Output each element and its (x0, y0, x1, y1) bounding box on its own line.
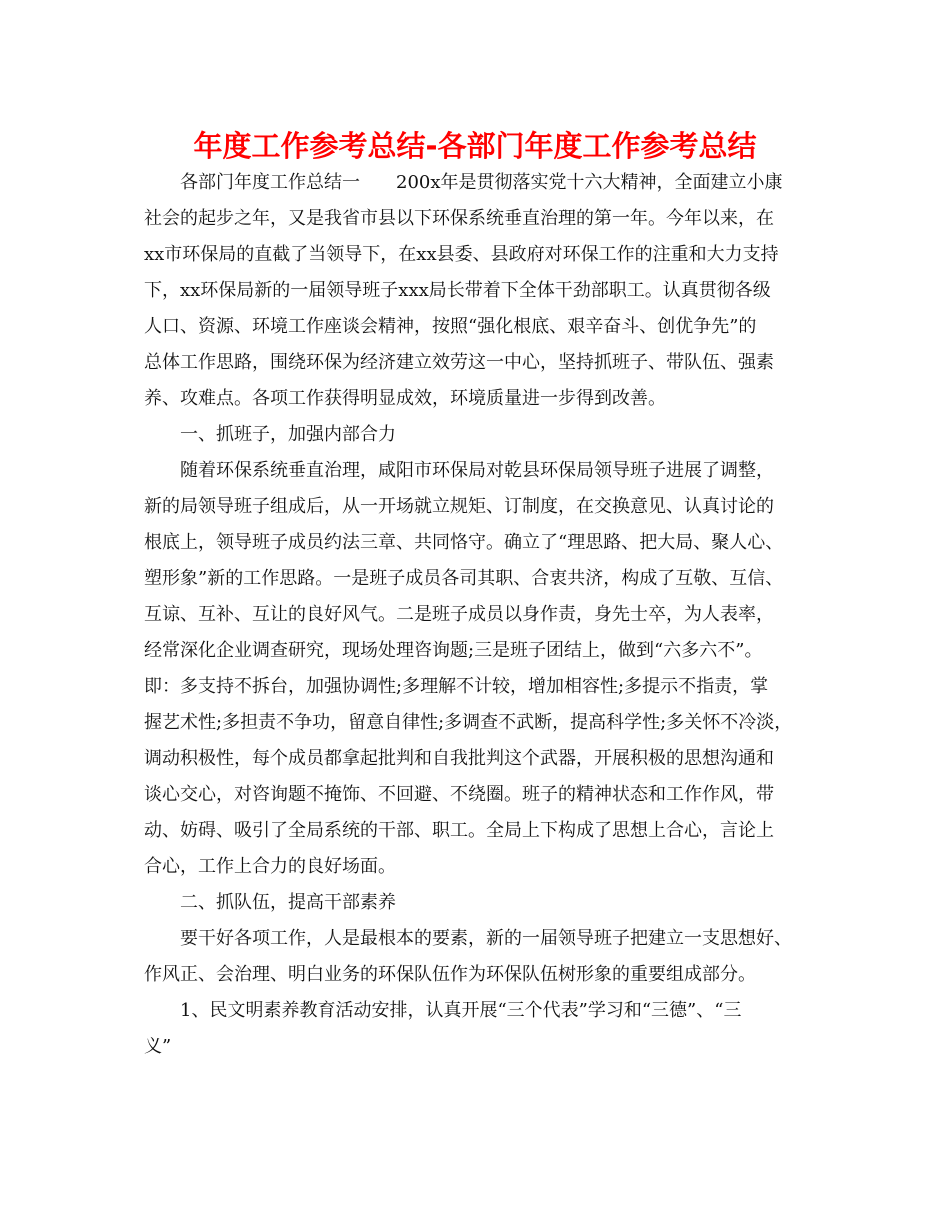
body-line: 经常深化企业调查研究，现场处理咨询题;三是班子团结上，做到“六多六不”。 (144, 640, 763, 661)
body-line: 各部门年度工作总结一 200x年是贯彻落实党十六大精神，全面建立小康 (144, 172, 783, 193)
body-line: 握艺术性;多担责不争功，留意自律性;多调查不武断，提高科学性;多关怀不冷淡， (144, 712, 793, 733)
body-line: 下，xx环保局新的一届领导班子xxx局长带着下全体干劲部职工。认真贯彻各级 (144, 280, 771, 301)
body-line: 塑形象”新的工作思路。一是班子成员各司其职、合衷共济，构成了互敬、互信、 (144, 568, 784, 589)
body-line: 新的局领导班子组成后，从一开场就立规矩、订制度，在交换意见、认真讨论的 (144, 496, 774, 517)
body-line: 即：多支持不拆台，加强协调性;多理解不计较，增加相容性;多提示不指责，掌 (144, 676, 769, 697)
body-line: 互谅、互补、互让的良好风气。二是班子成员以身作责，身先士卒，为人表率， (144, 604, 774, 625)
section-heading: 二、抓队伍，提高干部素养 (144, 892, 396, 913)
body-line: 动、妨碍、吸引了全局系统的干部、职工。全局上下构成了思想上合心，言论上 (144, 820, 774, 841)
body-line: 要干好各项工作，人是最根本的要素，新的一届领导班子把建立一支思想好、 (144, 928, 792, 949)
document-title: 年度工作参考总结-各部门年度工作参考总结 (193, 129, 757, 163)
body-line: xx市环保局的直截了当领导下，在xx县委、县政府对环保工作的注重和大力支持 (144, 244, 779, 265)
body-line: 人口、资源、环境工作座谈会精神，按照“强化根底、艰辛奋斗、创优争先”的 (144, 316, 757, 337)
body-line: 合心，工作上合力的良好场面。 (144, 856, 396, 877)
body-line: 养、攻难点。各项工作获得明显成效，环境质量进一步得到改善。 (144, 388, 666, 409)
body-line: 作风正、会治理、明白业务的环保队伍作为环保队伍树形象的重要组成部分。 (144, 964, 756, 985)
section-heading: 一、抓班子，加强内部合力 (144, 424, 396, 445)
body-line: 总体工作思路，围绕环保为经济建立效劳这一中心，坚持抓班子、带队伍、强素 (144, 352, 774, 373)
body-line: 随着环保系统垂直治理，咸阳市环保局对乾县环保局领导班子进展了调整， (144, 460, 774, 481)
body-line: 谈心交心，对咨询题不掩饰、不回避、不绕圈。班子的精神状态和工作作风，带 (144, 784, 774, 805)
body-line: 义” (144, 1036, 172, 1057)
body-line: 1、民文明素养教育活动安排，认真开展“三个代表”学习和“三德”、“三 (144, 1000, 742, 1021)
body-line: 根底上，领导班子成员约法三章、共同恪守。确立了“理思路、把大局、聚人心、 (144, 532, 784, 553)
body-line: 调动积极性，每个成员都拿起批判和自我批判这个武器，开展积极的思想沟通和 (144, 748, 774, 769)
body-line: 社会的起步之年，又是我省市县以下环保系统垂直治理的第一年。今年以来，在 (144, 208, 774, 229)
